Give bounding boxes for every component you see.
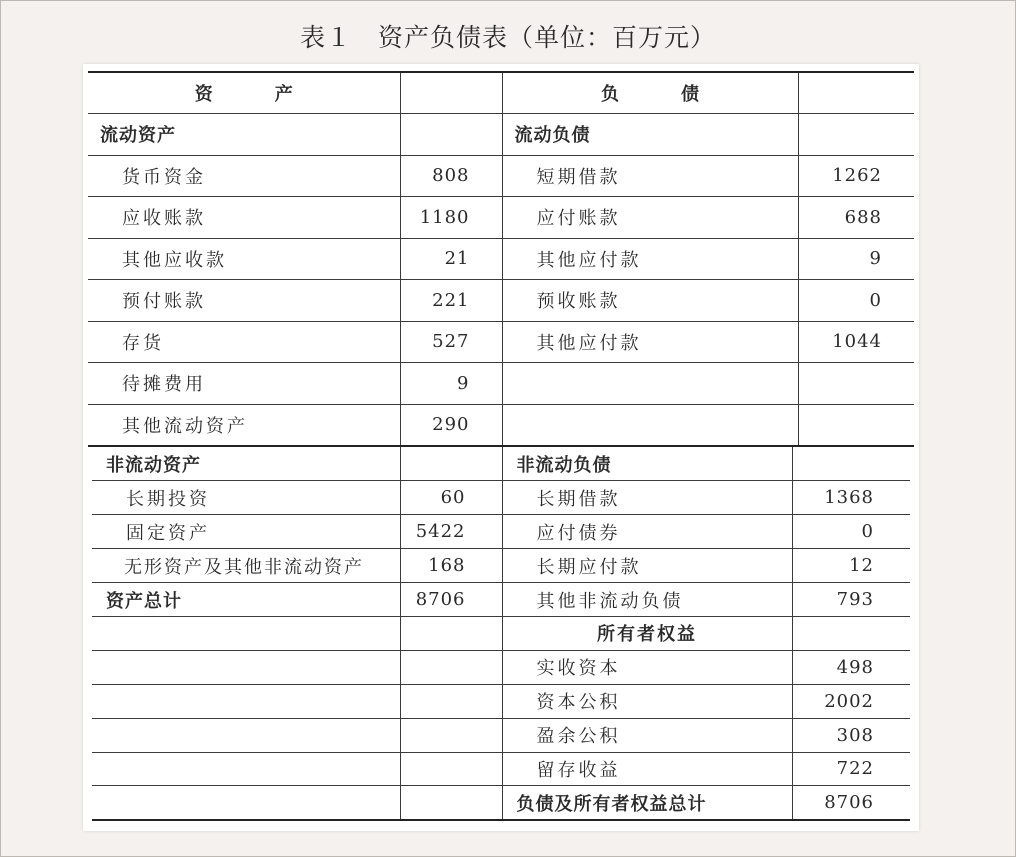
liabilities-header: 负 债 <box>502 72 798 114</box>
liability-value: 12 <box>792 549 910 583</box>
equity-value: 722 <box>792 752 910 786</box>
asset-name: 应收账款 <box>88 197 400 239</box>
asset-name: 其他应收款 <box>88 238 400 280</box>
total-liabilities-equity-label: 负债及所有者权益总计 <box>502 786 792 820</box>
liability-name <box>502 363 798 405</box>
asset-value: 808 <box>400 155 502 197</box>
total-liabilities-equity-value: 8706 <box>792 786 910 820</box>
table-row <box>88 280 914 322</box>
table-row <box>88 155 914 197</box>
asset-name: 其他流动资产 <box>88 404 400 446</box>
asset-value: 221 <box>400 280 502 322</box>
table-row <box>92 481 910 515</box>
equity-value: 308 <box>792 718 910 752</box>
table-row <box>92 684 910 718</box>
noncurrent-assets-label: 非流动资产 <box>92 447 400 481</box>
total-row <box>92 786 910 820</box>
table-row <box>92 752 910 786</box>
current-liabilities-label: 流动负债 <box>502 114 798 156</box>
liability-name: 短期借款 <box>502 155 798 197</box>
liability-name: 其他应付款 <box>502 238 798 280</box>
section-row <box>88 114 914 156</box>
liability-name: 应付债券 <box>502 515 792 549</box>
asset-name: 待摊费用 <box>88 363 400 405</box>
table-row <box>92 515 910 549</box>
asset-value: 290 <box>400 404 502 446</box>
asset-name: 预付账款 <box>88 280 400 322</box>
asset-value: 21 <box>400 238 502 280</box>
liability-value: 0 <box>798 280 914 322</box>
current-assets-label: 流动资产 <box>88 114 400 156</box>
equity-name: 资本公积 <box>502 684 792 718</box>
asset-value: 60 <box>400 481 502 515</box>
noncurrent-section-table <box>92 447 910 821</box>
liability-name: 应付账款 <box>502 197 798 239</box>
table-row <box>88 197 914 239</box>
table-row <box>92 718 910 752</box>
total-assets-value: 8706 <box>400 583 502 617</box>
asset-value: 168 <box>400 549 502 583</box>
table-row <box>88 363 914 405</box>
total-assets-label: 资产总计 <box>92 583 400 617</box>
equity-name: 实收资本 <box>502 650 792 684</box>
table-row <box>88 321 914 363</box>
equity-label: 所有者权益 <box>502 616 792 650</box>
liability-value: 793 <box>792 583 910 617</box>
liability-value <box>798 363 914 405</box>
liability-value: 1368 <box>792 481 910 515</box>
liability-name: 预收账款 <box>502 280 798 322</box>
equity-name: 盈余公积 <box>502 718 792 752</box>
table-row <box>92 650 910 684</box>
liability-value: 9 <box>798 238 914 280</box>
balance-sheet <box>83 64 919 831</box>
asset-value: 5422 <box>400 515 502 549</box>
liability-value: 0 <box>792 515 910 549</box>
asset-value: 527 <box>400 321 502 363</box>
asset-name: 货币资金 <box>88 155 400 197</box>
equity-value: 2002 <box>792 684 910 718</box>
liability-name: 长期借款 <box>502 481 792 515</box>
section-row <box>92 447 910 481</box>
equity-value: 498 <box>792 650 910 684</box>
table-row <box>88 404 914 446</box>
liability-value <box>798 404 914 446</box>
liability-value: 688 <box>798 197 914 239</box>
asset-value: 9 <box>400 363 502 405</box>
liability-name: 其他非流动负债 <box>502 583 792 617</box>
table-row <box>88 238 914 280</box>
liability-name <box>502 404 798 446</box>
header-row <box>88 72 914 114</box>
assets-header: 资 产 <box>88 72 400 114</box>
liability-name: 长期应付款 <box>502 549 792 583</box>
equity-name: 留存收益 <box>502 752 792 786</box>
liability-value: 1262 <box>798 155 914 197</box>
table-row <box>92 549 910 583</box>
liability-name: 其他应付款 <box>502 321 798 363</box>
table-title: 表１ 资产负债表（单位：百万元） <box>299 23 716 52</box>
table-row <box>92 583 910 617</box>
asset-name: 固定资产 <box>92 515 400 549</box>
noncurrent-liabilities-label: 非流动负债 <box>502 447 792 481</box>
current-section-table <box>88 71 914 447</box>
asset-name: 长期投资 <box>92 481 400 515</box>
asset-value: 1180 <box>400 197 502 239</box>
asset-name: 存货 <box>88 321 400 363</box>
liability-value: 1044 <box>798 321 914 363</box>
asset-name: 无形资产及其他非流动资产 <box>92 549 400 583</box>
section-row <box>92 616 910 650</box>
